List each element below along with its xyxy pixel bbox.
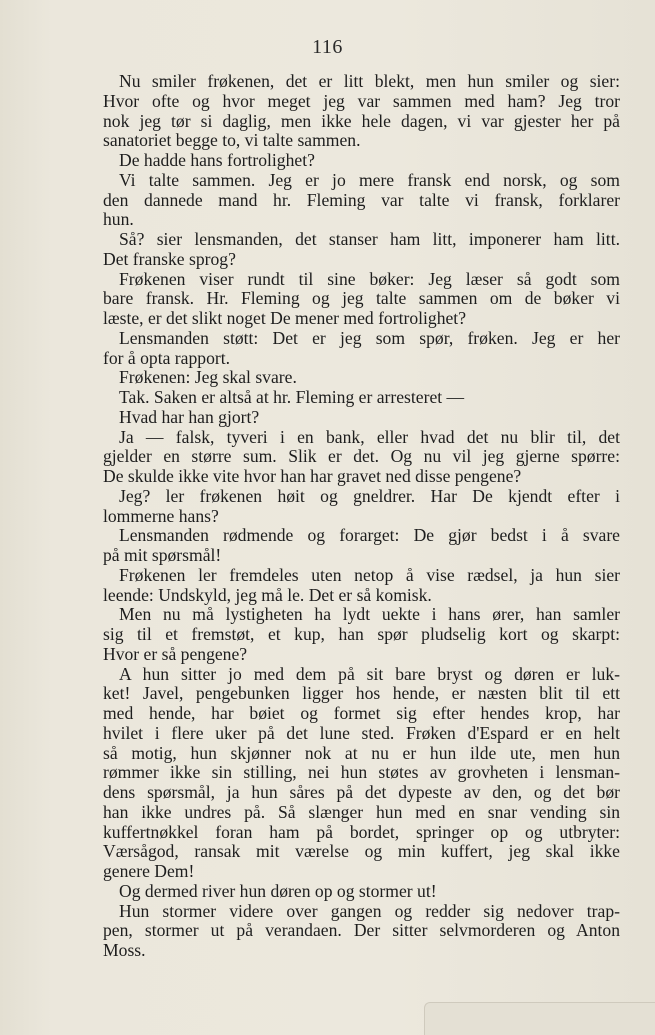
text-line: bare fransk. Hr. Fleming og jeg talte sammen om de bøker vi (103, 288, 620, 309)
page-number: 116 (312, 36, 343, 58)
text-line: Det franske sprog? (103, 248, 236, 269)
text-line: han ikke undres på. Så slænger hun med en snar vending sin (103, 801, 620, 822)
text-line: Lensmanden støtt: Det er jeg som spør, frøken. Jeg er her (119, 327, 620, 348)
text-line: Lensmanden rødmende og forarget: De gjør bedst i å svare (119, 525, 620, 546)
text-line: De hadde hans fortrolighet? (119, 150, 315, 170)
text-line: Hvor er så pengene? (103, 643, 248, 664)
text-line: Jeg? ler frøkenen høit og gneldrer. Har De kjendt efter i (119, 485, 620, 506)
text-line: pen, stormer ut på verandaen. Der sitter selvmorderen og Anton (103, 920, 620, 941)
text-line: Ja — falsk, tyveri i en bank, eller hvad det nu blir til, det (119, 426, 620, 447)
text-line: for å opta rapport. (103, 347, 231, 368)
text-line: Hun stormer videre over gangen og redder sig nedover trap- (119, 900, 620, 921)
text-line: Frøkenen viser rundt til sine bøker: Jeg læser så godt som (119, 268, 620, 289)
page-corner-edge (424, 1002, 655, 1035)
text-line: så motig, hun skjønner nok at nu er hun ilde ute, men hun (103, 742, 620, 763)
text-line: sig til et fremstøt, et kup, han spør pludselig kort og skarpt: (103, 624, 620, 644)
text-line: Frøkenen ler fremdeles uten netop å vise rædsel, ja hun sier (119, 564, 620, 585)
text-line: nok jeg tør si daglig, men ikke hele dagen, vi var gjester her på (103, 110, 620, 131)
text-line: Men nu må lystigheten ha lydt uekte i hans ører, han samler (119, 604, 620, 625)
text-line: A hun sitter jo med dem på sit bare bryst og døren er luk- (119, 663, 620, 684)
text-line: med hende, har bøiet og formet sig efter hendes krop, har (103, 703, 620, 723)
text-line: genere Dem! (103, 861, 195, 881)
text-line: dens spørsmål, ja hun såres på det dypeste av den, og det bør (103, 782, 620, 802)
text-line: Værsågod, ransak mit værelse og min kuffert, jeg skal ikke (103, 841, 620, 862)
text-line: Hvad har han gjort? (119, 406, 260, 427)
text-line: Nu smiler frøkenen, det er litt blekt, men hun smiler og sier: (119, 71, 620, 91)
body-text (103, 72, 620, 961)
text-line: rømmer ikke sin stilling, nei hun støtes av grovheten i lensman- (103, 762, 620, 783)
text-line: De skulde ikke vite hvor han har gravet ned disse pengene? (103, 466, 522, 486)
text-line: Tak. Saken er altså at hr. Fleming er arresteret — (119, 387, 465, 407)
text-line: Så? sier lensmanden, det stanser ham litt, imponerer ham litt. (119, 229, 620, 249)
text-line: Frøkenen: Jeg skal svare. (119, 367, 297, 388)
text-line: Hvor ofte og hvor meget jeg var sammen med ham? Jeg tror (103, 90, 620, 111)
text-line: ket! Javel, pengebunken ligger hos hende, er næsten blit til ett (103, 683, 620, 704)
text-line: sanatoriet begge to, vi talte sammen. (103, 130, 361, 151)
text-line: på mit spørsmål! (103, 545, 222, 565)
text-line: gjelder en større sum. Slik er det. Og nu vil jeg gjerne spørre: (103, 446, 620, 467)
text-line: Moss. (103, 940, 146, 960)
text-line: den dannede mand hr. Fleming var talte vi fransk, forklarer (103, 189, 620, 210)
text-line: leende: Undskyld, jeg må le. Det er så komisk. (103, 584, 432, 605)
text-line: hun. (103, 209, 134, 230)
text-line: hvilet i flere uker på det lune sted. Frøken d'Espard er en helt (103, 722, 620, 743)
text-line: Og dermed river hun døren op og stormer ut! (119, 880, 437, 901)
text-line: lommerne hans? (103, 505, 219, 526)
text-line: kuffertnøkkel foran ham på bordet, springer op og utbryter: (103, 821, 620, 842)
text-line: læste, er det slikt noget De mener med fortrolighet? (103, 308, 467, 328)
text-line: Vi talte sammen. Jeg er jo mere fransk end norsk, og som (119, 169, 620, 190)
